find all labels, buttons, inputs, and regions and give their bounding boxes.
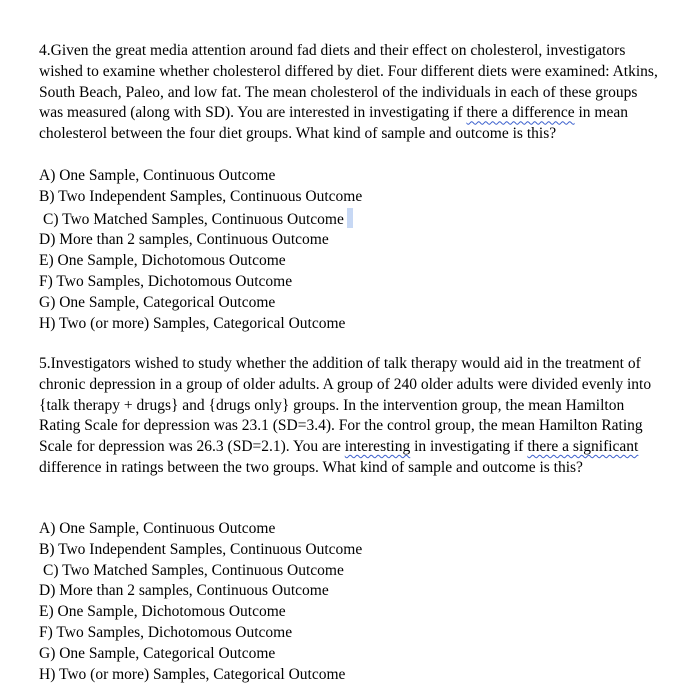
q4-option-e: E) One Sample, Dichotomous Outcome — [39, 252, 286, 270]
q5-option-b: B) Two Independent Samples, Continuous Outcome — [39, 540, 363, 558]
q4-option-b: B) Two Independent Samples, Continuous Outcome — [39, 187, 363, 205]
q5-option-f: F) Two Samples, Dichotomous Outcome — [39, 623, 293, 641]
q5-text-before: 5.Investigators wished to study whether the addition of talk therapy would aid in the treatment of chronic depression in a group of older adults. A group of 240 older adults were divided evenly into {talk therapy + drugs} and {drugs only} groups. In the intervention group, the mean Hamilton Rating Scale for depression was 23.1 (SD=3.4). For the control group, the mean Hamilton Rating Scale for depression was 26.3 (SD=2.1). You are — [39, 355, 652, 456]
question-5-options — [39, 519, 362, 685]
q4-option-c — [39, 208, 362, 231]
question-4-options — [39, 166, 362, 334]
q4-option-h: H) Two (or more) Samples, Categorical Outcome — [39, 314, 346, 332]
q5-text-after: difference in ratings between the two groups. What kind of sample and outcome is this? — [39, 458, 583, 476]
q5-grammar-underline-1[interactable]: interesting — [344, 438, 411, 456]
q5-grammar-underline-2[interactable]: there a significant — [527, 438, 639, 456]
q5-option-d: D) More than 2 samples, Continuous Outcome — [39, 582, 329, 600]
q5-option-a: A) One Sample, Continuous Outcome — [39, 520, 276, 537]
q4-option-f: F) Two Samples, Dichotomous Outcome — [39, 272, 293, 290]
q4-option-c-label: C) Two Matched Samples, Continuous Outcome — [43, 210, 344, 228]
q5-option-c: C) Two Matched Samples, Continuous Outcome — [43, 561, 344, 579]
q4-text-before: 4.Given the great media attention around fad diets and their effect on cholesterol, investigators wished to examine whether cholesterol differed by diet. Four different diets were examined: Atkins, South Beach, Paleo, and low fat. The mean cholesterol of the individuals in each of these groups was measured (along with SD). You are interested in investigating if — [39, 42, 658, 122]
q4-grammar-underline[interactable]: there a difference — [466, 104, 575, 122]
q5-option-e: E) One Sample, Dichotomous Outcome — [39, 603, 286, 621]
question-4-text — [39, 41, 664, 145]
text-cursor — [347, 208, 353, 228]
q4-option-g: G) One Sample, Categorical Outcome — [39, 293, 276, 311]
q4-text-after: in mean cholesterol between the four diet groups. What kind of sample and outcome is this? — [39, 104, 628, 143]
question-5-text — [39, 354, 664, 479]
q5-option-g: G) One Sample, Categorical Outcome — [39, 644, 276, 662]
q5-text-middle: in investigating if — [410, 438, 528, 456]
q4-option-a: A) One Sample, Continuous Outcome — [39, 167, 276, 184]
q5-option-h: H) Two (or more) Samples, Categorical Outcome — [39, 665, 346, 683]
q4-option-d: D) More than 2 samples, Continuous Outcome — [39, 231, 329, 249]
